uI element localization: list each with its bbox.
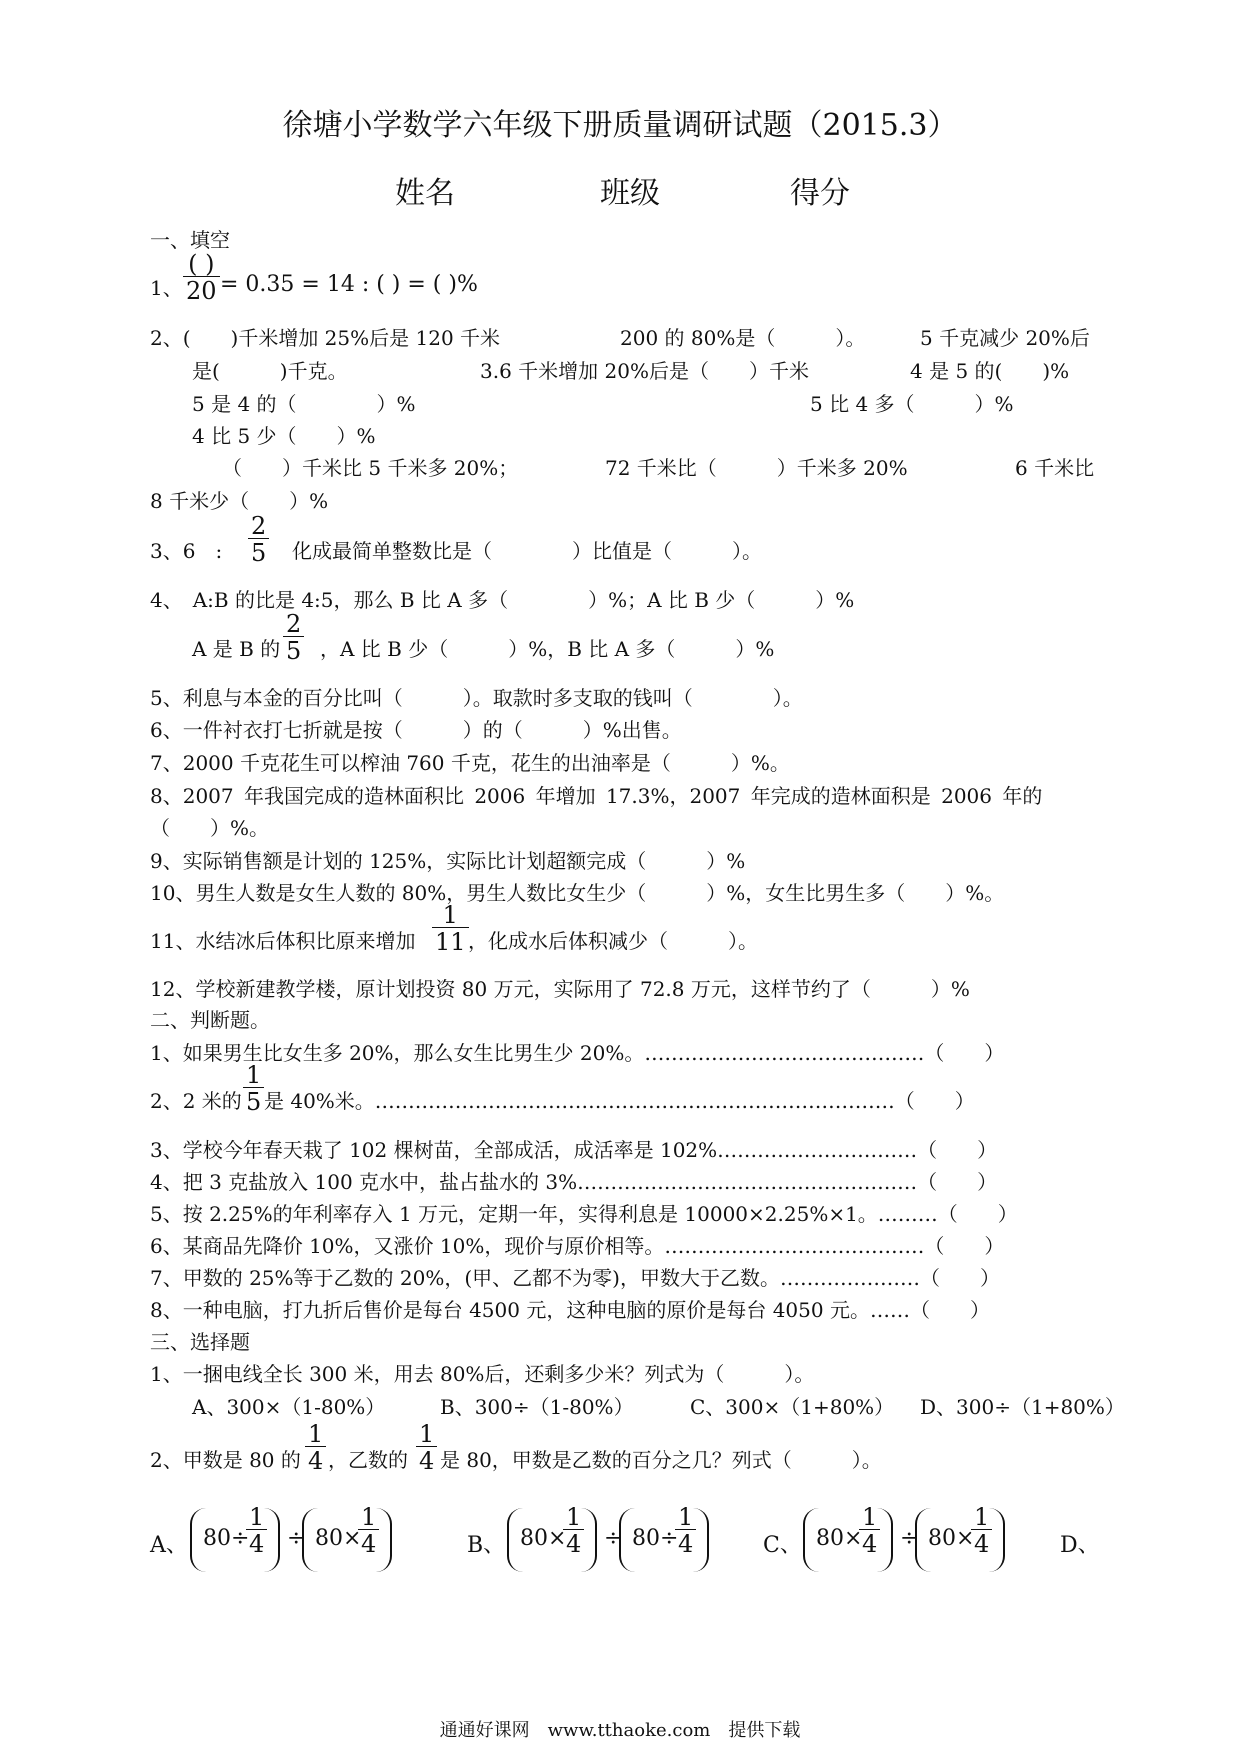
q2-line6-a: 8 千米少（ ）% [150, 489, 329, 513]
judge-q5: 5、按 2.25%的年利率存入 1 万元，定期一年，实得利息是 10000×2.25%×1。………（ ） [150, 1202, 1018, 1226]
q4-fraction [283, 612, 304, 663]
q12: 12、学校新建教学楼，原计划投资 80 万元，实际用了 72.8 万元，这样节约了（ ）% [150, 977, 970, 1001]
q1-expression: = 0.35 = 14 : ( ) = ( )% [220, 272, 478, 297]
q11-frac-numerator: 1 [442, 901, 458, 929]
q4-frac-denominator: 5 [283, 636, 304, 663]
q11-prefix: 11、水结冰后体积比原来增加 [150, 929, 416, 953]
option-b-divide: ÷ [604, 1526, 623, 1551]
option-c-paren-close-1 [875, 1508, 893, 1572]
option-b-left-text: 80× [520, 1526, 567, 1551]
q2-line1-b: 200 的 80%是（ ）。 [620, 326, 866, 350]
q3-prefix: 3、6 : [150, 539, 223, 563]
choice-q2-frac2-denominator: 4 [416, 1446, 437, 1473]
section-3-heading: 三、选择题 [150, 1330, 250, 1354]
q11-fraction [432, 903, 469, 954]
judge-q8: 8、一种电脑，打九折后售价是每台 4500 元，这种电脑的原价是每台 4050 元。……（ ） [150, 1298, 990, 1322]
option-a-frac1-denominator: 4 [246, 1529, 267, 1556]
option-a-left-text: 80÷ [203, 1526, 250, 1551]
q1-number: 1、 [150, 276, 183, 300]
footer-source: 通通好课网 www.tthaoke.com 提供下载 [439, 1720, 801, 1741]
option-c-divide: ÷ [900, 1526, 919, 1551]
choice-q1-option-a: A、300×（1-80%） [192, 1395, 386, 1419]
choice-q2-frac2-numerator: 1 [419, 1420, 435, 1448]
option-b-label: B、 [467, 1533, 506, 1558]
choice-q2-frac1-denominator: 4 [305, 1446, 326, 1473]
choice-q2-frac1-numerator: 1 [308, 1420, 324, 1448]
q2-line1-c: 5 千克减少 20%后 [920, 326, 1090, 350]
q2-line2-b: 3.6 千米增加 20%后是（ ）千米 [480, 359, 809, 383]
judge-q2-text: 是 40%米。……………………………………………………………………（ ） [264, 1089, 975, 1113]
judge-q4: 4、把 3 克盐放入 100 克水中，盐占盐水的 3%……………………………………………（ ） [150, 1170, 998, 1194]
q4-frac-numerator: 2 [286, 610, 302, 638]
choice-q2-fraction-1 [305, 1422, 326, 1473]
judge-q3: 3、学校今年春天栽了 102 棵树苗，全部成活，成活率是 102%…………………………（ ） [150, 1138, 998, 1162]
judge-q2-prefix: 2、2 米的 [150, 1089, 242, 1113]
judge-q6: 6、某商品先降价 10%，又涨价 10%，现价与原价相等。…………………………………（ ） [150, 1234, 1005, 1258]
option-d-label: D、 [1060, 1533, 1100, 1558]
q11-frac-denominator: 11 [432, 927, 469, 954]
q4-line1: 4、 A:B 的比是 4:5，那么 B 比 A 多（ ）%；A 比 B 少（ ）% [150, 588, 855, 612]
option-a-right-text: 80× [315, 1526, 362, 1551]
q3-frac-denominator: 5 [248, 538, 269, 565]
option-c-frac1-numerator: 1 [862, 1503, 878, 1531]
q3-text: 化成最简单整数比是（ ）比值是（ ）。 [292, 539, 762, 563]
judge-q2-fraction [243, 1063, 264, 1114]
q2-line4-a: 4 比 5 少（ ）% [192, 424, 376, 448]
choice-q2-prefix: 2、甲数是 80 的 [150, 1448, 301, 1472]
choice-q1-option-b: B、300÷（1-80%） [440, 1395, 634, 1419]
q8-line2: （ ）%。 [150, 816, 270, 840]
option-c-frac1-denominator: 4 [859, 1529, 880, 1556]
q8-line1: 8、2007 年我国完成的造林面积比 2006 年增加 17.3%，2007 年完成的造林面积是 2006 年的 [150, 784, 1043, 808]
option-a-label: A、 [150, 1533, 188, 1558]
q3-frac-numerator: 2 [251, 512, 267, 540]
q2-line5-c: 6 千米比 [1015, 456, 1095, 480]
option-b-right-text: 80÷ [632, 1526, 679, 1551]
name-label: 姓名 [395, 176, 455, 211]
judge-q1: 1、如果男生比女生多 20%，那么女生比男生少 20%。……………………………………（ ） [150, 1041, 1005, 1065]
judge-q2-frac-denominator: 5 [243, 1087, 264, 1114]
option-a-frac2-numerator: 1 [361, 1503, 377, 1531]
q9: 9、实际销售额是计划的 125%，实际比计划超额完成（ ）% [150, 849, 746, 873]
q1-frac-numerator: ( ) [188, 250, 215, 278]
option-b-frac1-numerator: 1 [566, 1503, 582, 1531]
q10: 10、男生人数是女生人数的 80%，男生人数比女生少（ ）%，女生比男生多（ ）%。 [150, 881, 1005, 905]
choice-q1-option-d: D、300÷（1+80%） [920, 1395, 1125, 1419]
judge-q2-frac-numerator: 1 [246, 1061, 262, 1089]
choice-q1-option-c: C、300×（1+80%） [690, 1395, 895, 1419]
section-1-heading: 一、填空 [150, 228, 230, 252]
q1-frac-denominator: 20 [183, 276, 220, 303]
option-c-left-text: 80× [816, 1526, 863, 1551]
choice-q2-middle: ，乙数的 [328, 1448, 408, 1472]
score-label: 得分 [790, 176, 850, 211]
option-a-frac2-denominator: 4 [358, 1529, 379, 1556]
option-a-paren-close-1 [262, 1508, 280, 1572]
option-a-paren-close-2 [374, 1508, 392, 1572]
option-a-divide: ÷ [287, 1526, 306, 1551]
choice-q1: 1、一捆电线全长 300 米，用去 80%后，还剩多少米？列式为（ ）。 [150, 1362, 815, 1386]
option-b-paren-close-2 [691, 1508, 709, 1572]
q4-line2-text: ，A 比 B 少（ ）%，B 比 A 多（ ）% [320, 637, 775, 661]
q2-line5-a: （ ）千米比 5 千米多 20%； [222, 456, 519, 480]
q2-line2-a: 是( )千克。 [192, 359, 348, 383]
q3-fraction [248, 514, 269, 565]
option-b-frac2-denominator: 4 [675, 1529, 696, 1556]
option-c-frac2-denominator: 4 [971, 1529, 992, 1556]
choice-q2-fraction-2 [416, 1422, 437, 1473]
q4-line2-prefix: A 是 B 的 [192, 637, 281, 661]
option-b-frac1-denominator: 4 [563, 1529, 584, 1556]
option-c-paren-close-2 [987, 1508, 1005, 1572]
option-c-right-text: 80× [928, 1526, 975, 1551]
q1-fraction [183, 252, 220, 303]
q11-text: ，化成水后体积减少（ ）。 [468, 929, 758, 953]
judge-q7: 7、甲数的 25%等于乙数的 20%，(甲、乙都不为零)，甲数大于乙数。…………………（ ） [150, 1266, 1000, 1290]
option-b-frac2-numerator: 1 [678, 1503, 694, 1531]
class-label: 班级 [600, 176, 660, 211]
q2-line2-c: 4 是 5 的( )% [910, 359, 1070, 383]
option-a-frac1-numerator: 1 [249, 1503, 265, 1531]
q2-line5-b: 72 千米比（ ）千米多 20% [605, 456, 908, 480]
exam-title: 徐塘小学数学六年级下册质量调研试题（2015.3） [282, 108, 958, 143]
option-b-paren-close-1 [579, 1508, 597, 1572]
q5: 5、利息与本金的百分比叫（ ）。取款时多支取的钱叫（ ）。 [150, 686, 803, 710]
q2-line3-a: 5 是 4 的（ ）% [192, 392, 416, 416]
q2-line3-b: 5 比 4 多（ ）% [810, 392, 1014, 416]
option-c-label: C、 [763, 1533, 802, 1558]
q2-line1-a: 2、( )千米增加 25%后是 120 千米 [150, 326, 501, 350]
choice-q2-text: 是 80，甲数是乙数的百分之几？列式（ ）。 [440, 1448, 882, 1472]
q6: 6、一件衬衣打七折就是按（ ）的（ ）%出售。 [150, 718, 682, 742]
q7: 7、2000 千克花生可以榨油 760 千克，花生的出油率是（ ）%。 [150, 751, 790, 775]
option-c-frac2-numerator: 1 [974, 1503, 990, 1531]
section-2-heading: 二、判断题。 [150, 1008, 270, 1032]
